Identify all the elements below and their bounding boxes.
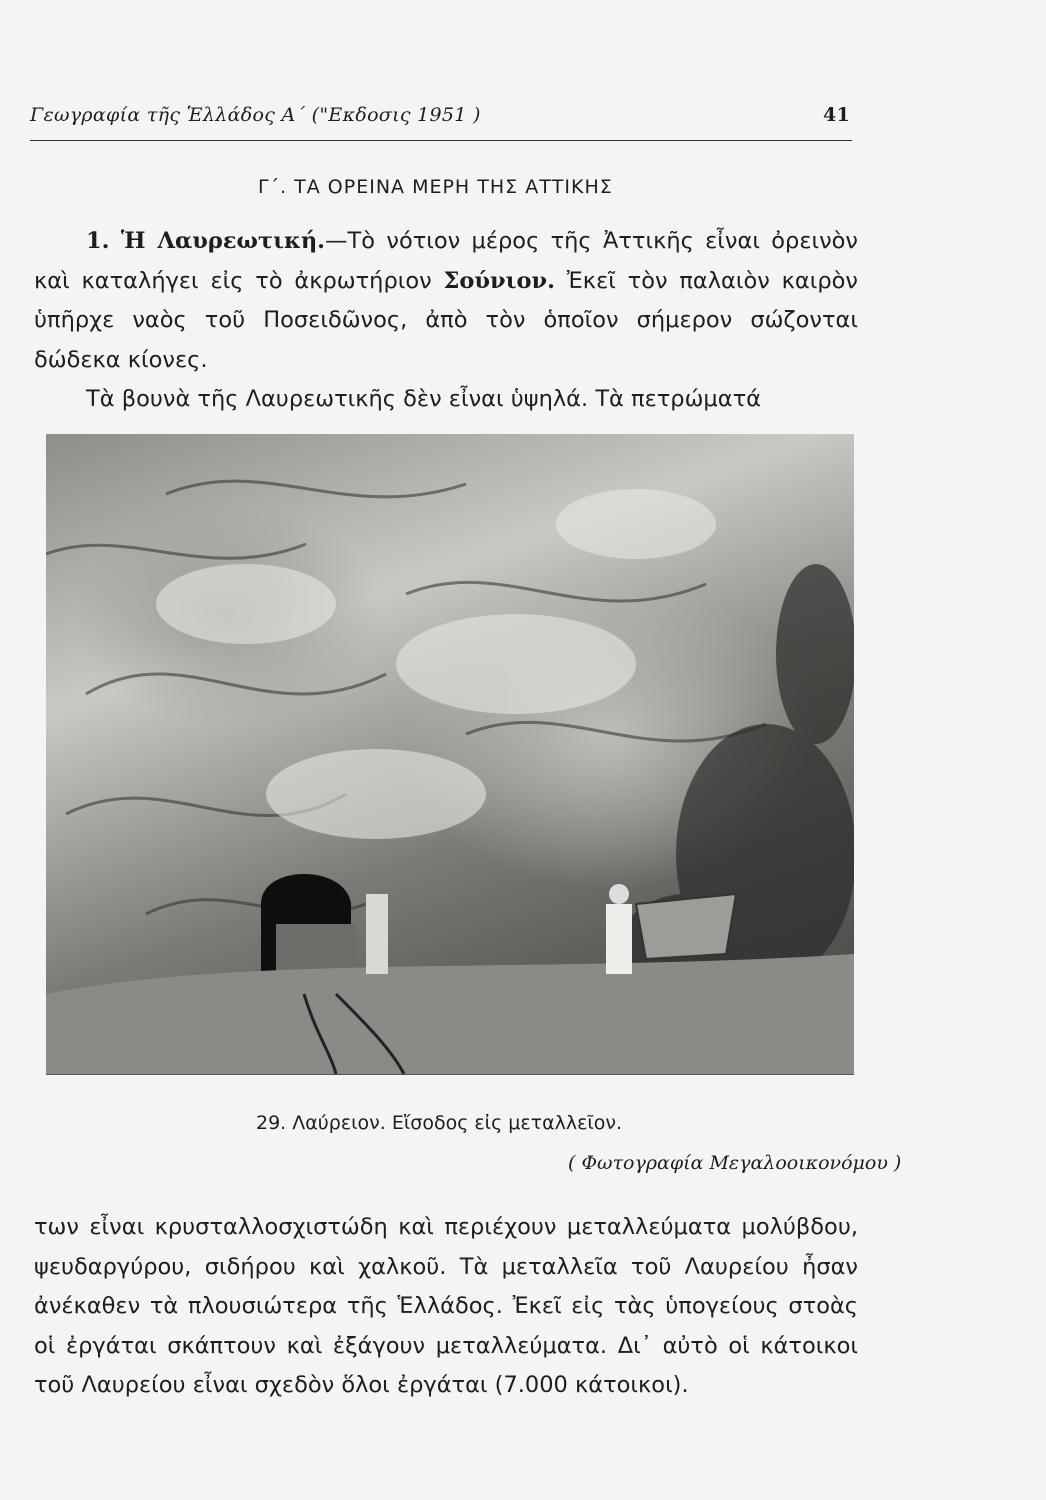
running-title: Γεωγραφία τῆς Ἑλλάδος Α΄ ("Εκδοσις 1951 ) [30, 104, 481, 126]
header-rule [30, 140, 852, 141]
photo-credit: ( Φωτογραφία Μεγαλοοικονόμου ) [568, 1152, 902, 1174]
paragraph-1b: Τὰ βουνὰ τῆς Λαυρεωτικῆς δὲν εἶναι ὑψηλά. Τὰ πετρώματά [86, 386, 761, 412]
page-number: 41 [822, 104, 850, 126]
paragraph-text-a: —Τὸ νότιον μέρος τῆς Ἀττικῆς εἶναι ὀρεινὸν καὶ καταλήγει εἰς τὸ ἀκρωτήριον [34, 228, 858, 294]
running-head [30, 104, 850, 126]
photo-illustration [46, 434, 854, 1074]
bold-place-name: Σούνιον. [443, 267, 555, 294]
paragraph-1a [34, 222, 858, 380]
paragraph-mines [34, 1208, 858, 1406]
item-number: 1. [86, 228, 110, 254]
figure-caption: 29. Λαύρειον. Εἴσοδος εἰς μεταλλεῖον. [256, 1112, 623, 1134]
mine-entrance-photo [46, 434, 854, 1075]
paragraph-2: των εἶναι κρυσταλλοσχιστώδη καὶ περιέχουν μεταλλεύματα μολύβδου, ψευδαργύρου, σιδήρου καὶ χαλκοῦ. Τὰ μεταλλεῖα τοῦ Λαυρείου ἦσαν ἀνέκαθεν τὰ πλουσιώτερα τῆς Ἑλλάδος. Ἐκεῖ εἰς τὰς ὑπογείους στοὰς οἱ ἐργάται σκάπτουν καὶ ἐξάγουν μεταλλεύματα. Δι᾿ αὐτὸ οἱ κάτοικοι τοῦ Λαυρείου εἶναι σχεδὸν ὅλοι ἐργάται (7.000 κάτοικοι). [34, 1214, 858, 1398]
paragraph-lavreotiki [34, 222, 858, 420]
paragraph-text-b: Ἐκεῖ τὸν παλαιὸν καιρὸν ὑπῆρχε ναὸς τοῦ Ποσειδῶνος, ἀπὸ τὸν ὁποῖον σήμερον σώζονται δώδεκα κίονες. [34, 267, 858, 373]
section-title: Γ΄. ΤΑ ΟΡΕΙΝΑ ΜΕΡΗ ΤΗΣ ΑΤΤΙΚΗΣ [258, 176, 613, 198]
item-heading: Ἡ Λαυρεωτική. [120, 228, 326, 254]
